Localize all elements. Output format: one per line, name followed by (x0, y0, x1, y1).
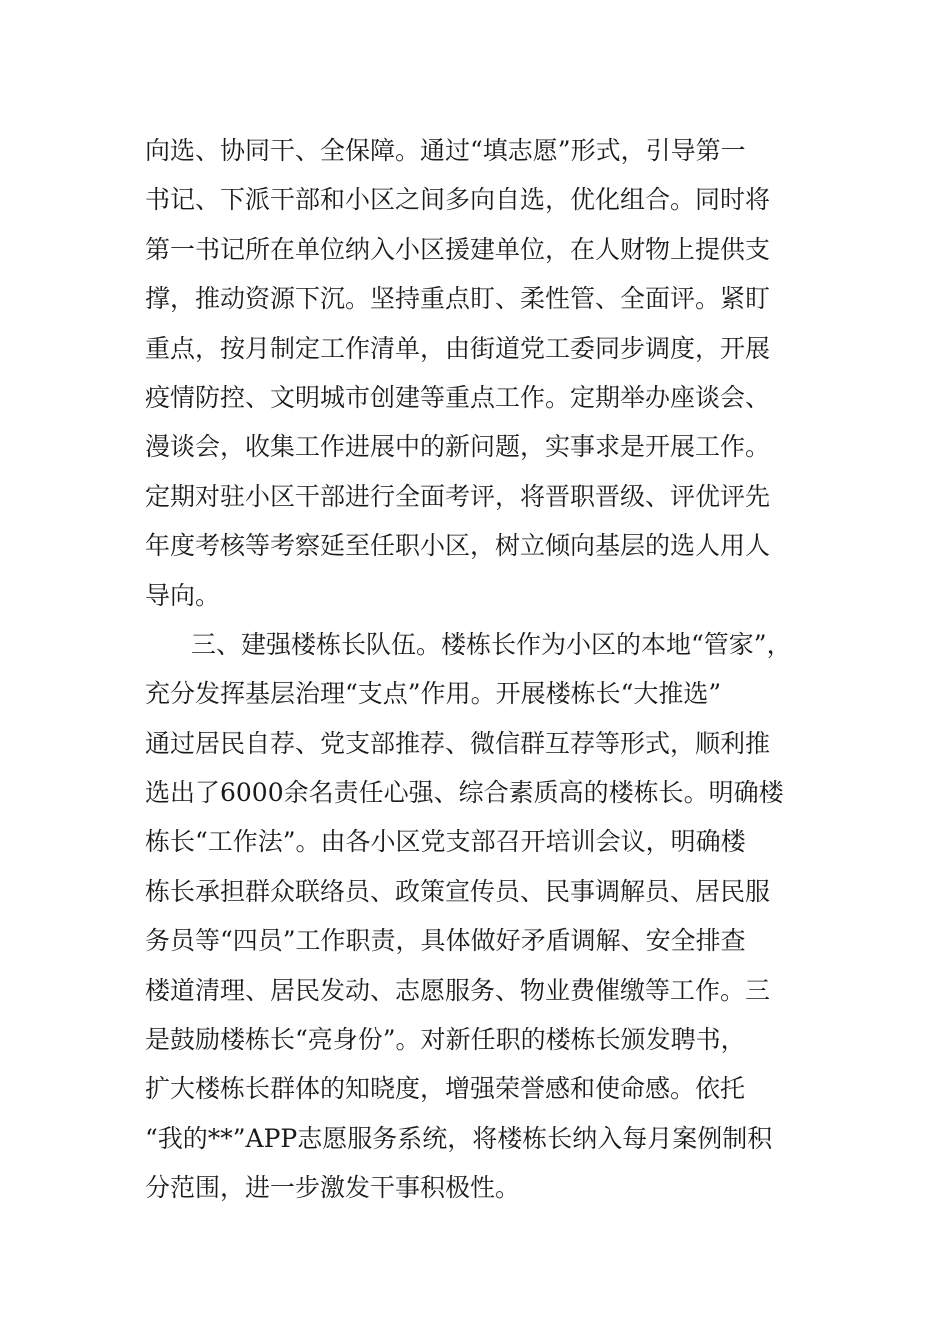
paragraph-line: “我的**”APP志愿服务系统，将楼栋长纳入每月案例制积 (145, 1123, 773, 1153)
body-text (145, 126, 825, 1213)
paragraph-line: 扩大楼栋长群体的知晓度，增强荣誉感和使命感。依托 (145, 1074, 746, 1104)
paragraph-line: 向选、协同干、全保障。通过“填志愿”形式，引导第一 (145, 136, 746, 165)
paragraph-line: 栋长承担群众联络员、政策宣传员、民事调解员、居民服 (145, 876, 771, 906)
paragraph-line: 撑，推动资源下沉。坚持重点盯、柔性管、全面评。紧盯 (145, 284, 771, 314)
paragraph-line: 第一书记所在单位纳入小区援建单位，在人财物上提供支 (145, 234, 771, 264)
paragraph-line: 充分发挥基层治理“支点”作用。开展楼栋长“大推选” (145, 679, 722, 709)
paragraph-line: 分范围，进一步激发干事积极性。 (145, 1173, 521, 1203)
paragraph-line: 楼道清理、居民发动、志愿服务、物业费催缴等工作。三 (145, 975, 771, 1005)
paragraph-line: 漫谈会，收集工作进展中的新问题，实事求是开展工作。 (145, 432, 771, 462)
paragraph-line: 定期对驻小区干部进行全面考评，将晋职晋级、评优评先 (145, 481, 771, 511)
paragraph-line: 是鼓励楼栋长“亮身份”。对新任职的楼栋长颁发聘书， (145, 1025, 746, 1055)
paragraph-line: 书记、下派干部和小区之间多向自选，优化组合。同时将 (145, 185, 771, 215)
paragraph-line: 导向。 (145, 580, 221, 610)
section-heading-line: 三、建强楼栋长队伍。楼栋长作为小区的本地“管家”， (191, 629, 792, 659)
paragraph-line: 重点，按月制定工作清单，由街道党工委同步调度，开展 (145, 333, 771, 363)
paragraph-line: 务员等“四员”工作职责，具体做好矛盾调解、安全排查 (145, 926, 746, 956)
paragraph-line: 通过居民自荐、党支部推荐、微信群互荐等形式，顺利推 (145, 728, 771, 758)
paragraph-line: 疫情防控、文明城市创建等重点工作。定期举办座谈会、 (145, 382, 771, 412)
paragraph-line: 栋长“工作法”。由各小区党支部召开培训会议，明确楼 (145, 827, 746, 857)
paragraph-line: 年度考核等考察延至任职小区，树立倾向基层的选人用人 (145, 531, 771, 561)
paragraph-line: 选出了6000余名责任心强、综合素质高的楼栋长。明确楼 (145, 778, 784, 808)
